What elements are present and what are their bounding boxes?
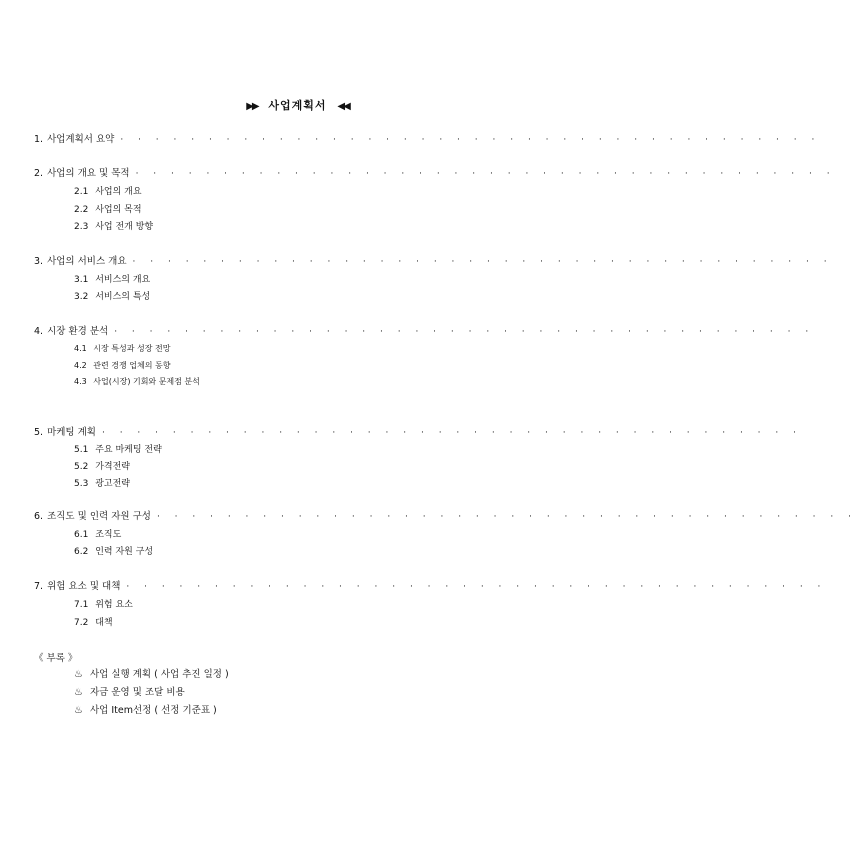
toc-subsection-number: 2.2	[74, 205, 89, 215]
toc-leader-dots: · · · · · · · · · · · · · · · · · · · · · · · · · · · · · · · · · · · · · · · ·	[156, 512, 857, 522]
toc-subsection-title: 관련 경쟁 업체의 동향	[93, 361, 171, 370]
toc-subsection-title: 서비스의 특성	[95, 292, 151, 302]
toc-subsection	[74, 460, 130, 474]
title-right-arrows-icon: ◀◀	[337, 101, 349, 112]
appendix-item-label: 자금 운영 및 조달 비용	[90, 687, 185, 698]
toc-subsection	[74, 220, 153, 234]
toc-leader-dots: · · · · · · · · · · · · · · · · · · · · · · · · · · · · · · · · · · · · · · · ·	[120, 135, 821, 145]
toc-section-title: 조직도 및 인력 자원 구성	[47, 511, 151, 522]
toc-subsection-number: 4.3	[74, 377, 87, 386]
toc-section-number: 3.	[34, 256, 44, 267]
toc-subsection	[74, 598, 133, 612]
toc-leader-dots: · · · · · · · · · · · · · · · · · · · · · · · · · · · · · · · · · · · · · · · ·	[126, 582, 827, 592]
toc-section-6	[34, 510, 857, 524]
toc-section-2	[34, 167, 836, 181]
toc-section-number: 4.	[34, 326, 44, 337]
toc-subsection	[74, 616, 113, 630]
toc-subsection-title: 시장 특성과 성장 전망	[93, 344, 171, 353]
toc-subsection	[74, 203, 142, 217]
toc-subsection-title: 사업 전개 방향	[95, 222, 154, 232]
toc-subsection	[74, 375, 200, 389]
toc-subsection-title: 사업의 개요	[95, 187, 142, 197]
appendix-item	[74, 704, 217, 718]
toc-section-title: 사업의 개요 및 목적	[47, 168, 130, 179]
toc-subsection-title: 사업의 목적	[95, 205, 142, 215]
toc-subsection	[74, 342, 170, 356]
toc-leader-dots: · · · · · · · · · · · · · · · · · · · · · · · · · · · · · · · · · · · · · · · ·	[135, 169, 836, 179]
toc-leader-dots: · · · · · · · · · · · · · · · · · · · · · · · · · · · · · · · · · · · · · · · ·	[101, 428, 802, 438]
toc-section-number: 1.	[34, 134, 44, 145]
toc-subsection-number: 5.2	[74, 462, 89, 472]
toc-subsection-number: 7.1	[74, 600, 89, 610]
toc-section-title: 사업계획서 요약	[47, 134, 115, 145]
toc-subsection	[74, 273, 150, 287]
toc-subsection-number: 3.1	[74, 275, 89, 285]
toc-subsection-number: 6.2	[74, 547, 89, 557]
toc-subsection-title: 서비스의 개요	[95, 275, 151, 285]
appendix-item-label: 사업 실행 계획 ( 사업 추진 일정 )	[90, 669, 229, 680]
toc-subsection-title: 주요 마케팅 전략	[95, 445, 162, 455]
hot-springs-icon: ♨	[74, 687, 83, 698]
toc-subsection-number: 2.1	[74, 187, 89, 197]
toc-section-title: 시장 환경 분석	[47, 326, 109, 337]
toc-subsection-title: 조직도	[95, 530, 122, 540]
toc-subsection-number: 7.2	[74, 618, 89, 628]
toc-subsection-title: 사업(시장) 기회와 문제점 분석	[93, 377, 200, 386]
toc-section-7	[34, 580, 827, 594]
toc-section-title: 위험 요소 및 대책	[47, 581, 121, 592]
toc-section-3	[34, 255, 833, 269]
toc-leader-dots: · · · · · · · · · · · · · · · · · · · · · · · · · · · · · · · · · · · · · · · ·	[114, 327, 815, 337]
toc-subsection-number: 4.1	[74, 344, 87, 353]
toc-section-number: 6.	[34, 511, 44, 522]
hot-springs-icon: ♨	[74, 705, 83, 716]
toc-subsection-number: 5.1	[74, 445, 89, 455]
appendix-item-label: 사업 Item선정 ( 선정 기준표 )	[90, 705, 217, 716]
toc-leader-dots: · · · · · · · · · · · · · · · · · · · · · · · · · · · · · · · · · · · · · · · ·	[132, 257, 833, 267]
toc-subsection-number: 2.3	[74, 222, 89, 232]
toc-section-1	[34, 133, 821, 147]
toc-section-title: 마케팅 계획	[47, 427, 96, 438]
appendix-heading: 《 부록 》	[34, 653, 78, 664]
toc-subsection	[74, 443, 162, 457]
toc-subsection-title: 광고전략	[95, 479, 130, 489]
toc-section-number: 2.	[34, 168, 44, 179]
toc-subsection	[74, 290, 150, 304]
toc-subsection-title: 위험 요소	[95, 600, 133, 610]
hot-springs-icon: ♨	[74, 669, 83, 680]
title-left-arrows-icon: ▶▶	[246, 101, 258, 112]
toc-subsection-title: 인력 자원 구성	[95, 547, 154, 557]
appendix-item	[74, 668, 229, 682]
toc-subsection-title: 대책	[95, 618, 113, 628]
appendix-item	[74, 686, 185, 700]
toc-subsection-number: 5.3	[74, 479, 89, 489]
toc-section-5	[34, 426, 802, 440]
toc-section-number: 7.	[34, 581, 44, 592]
toc-section-4	[34, 325, 815, 339]
toc-subsection-title: 가격전략	[95, 462, 130, 472]
toc-subsection-number: 3.2	[74, 292, 89, 302]
toc-subsection-number: 6.1	[74, 530, 89, 540]
toc-subsection	[74, 185, 142, 199]
document-title	[0, 97, 595, 113]
title-text: 사업계획서	[268, 99, 327, 112]
toc-subsection	[74, 359, 170, 373]
toc-subsection	[74, 528, 121, 542]
toc-subsection-number: 4.2	[74, 361, 87, 370]
toc-section-title: 사업의 서비스 개요	[47, 256, 127, 267]
toc-subsection	[74, 545, 153, 559]
toc-section-number: 5.	[34, 427, 44, 438]
toc-subsection	[74, 477, 130, 491]
